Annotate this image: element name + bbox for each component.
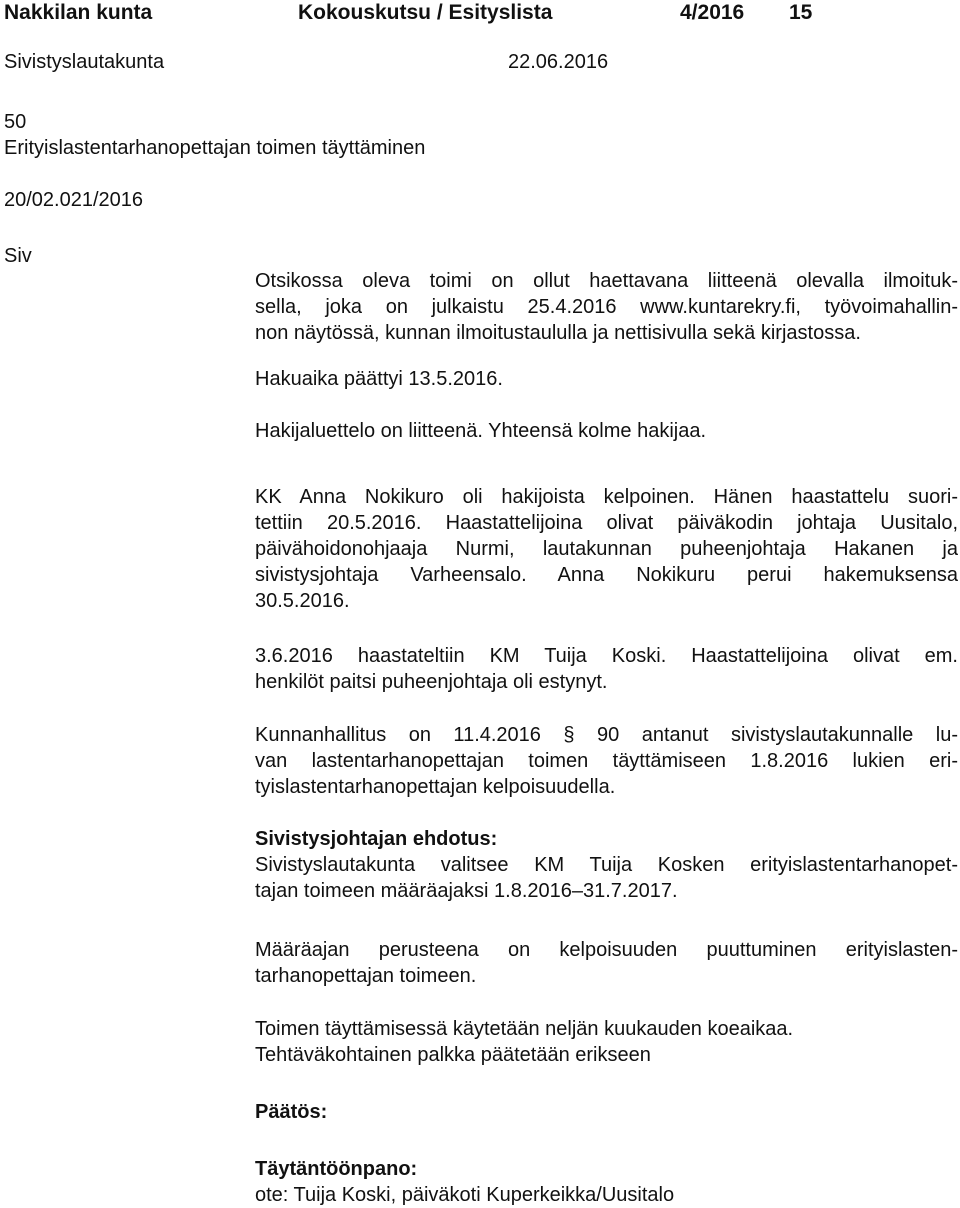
paragraph-interview-2 xyxy=(255,643,958,695)
proposal-heading: Sivistysjohtajan ehdotus: xyxy=(255,828,498,850)
text-line: sivistysjohtaja Varheensalo. Anna Nokikuru perui hakemuksensa xyxy=(255,564,958,586)
text-line: Kunnanhallitus on 11.4.2016 § 90 antanut sivistyslautakunnalle lu- xyxy=(255,724,958,746)
paragraph-fixed-term-basis xyxy=(255,937,958,989)
paragraph-announcement xyxy=(255,268,958,346)
committee-name: Sivistyslautakunta xyxy=(4,51,165,73)
text-line: van lastentarhanopettajan toimen täyttämiseen 1.8.2016 lukien eri- xyxy=(255,750,958,772)
document-type: Kokouskutsu / Esityslista xyxy=(298,1,553,24)
section-code: Siv xyxy=(4,245,32,267)
item-number: 50 xyxy=(4,111,27,133)
text-line: Hakijaluettelo on liitteenä. Yhteensä kolme hakijaa. xyxy=(255,420,707,442)
paragraph-deadline xyxy=(255,366,958,392)
text-line: tarhanopettajan toimeen. xyxy=(255,965,477,987)
decision-section xyxy=(255,1099,958,1125)
text-line: päivähoidonohjaaja Nurmi, lautakunnan puheenjohtaja Hakanen ja xyxy=(255,538,958,560)
issue-number: 4/2016 xyxy=(680,1,745,24)
text-line: tajan toimeen määräajaksi 1.8.2016–31.7.2017. xyxy=(255,880,678,902)
paragraph-interview-1 xyxy=(255,484,958,614)
text-line: Määräajan perusteena on kelpoisuuden puuttuminen erityislasten- xyxy=(255,939,958,961)
text-line: KK Anna Nokikuro oli hakijoista kelpoinen. Hänen haastattelu suori- xyxy=(255,486,958,508)
proposal-section xyxy=(255,826,958,904)
text-line: sella, joka on julkaistu 25.4.2016 www.kuntarekry.fi, työvoimahallin- xyxy=(255,296,958,318)
text-line: Otsikossa oleva toimi on ollut haettavana liitteenä olevalla ilmoituk- xyxy=(255,270,958,292)
paragraph-probation xyxy=(255,1016,958,1068)
reference-number: 20/02.021/2016 xyxy=(4,189,144,211)
text-line: tettiin 20.5.2016. Haastattelijoina olivat päiväkodin johtaja Uusitalo, xyxy=(255,512,958,534)
item-title: Erityislastentarhanopettajan toimen täyttäminen xyxy=(4,137,426,159)
text-line: 3.6.2016 haastateltiin KM Tuija Koski. Haastattelijoina olivat em. xyxy=(255,645,958,667)
text-line: non näytössä, kunnan ilmoitustaululla ja nettisivulla sekä kirjastossa. xyxy=(255,322,861,344)
execution-heading: Täytäntöönpano: xyxy=(255,1158,418,1180)
municipality-name: Nakkilan kunta xyxy=(4,1,153,24)
text-line: Toimen täyttämisessä käytetään neljän kuukauden koeaikaa. xyxy=(255,1018,794,1040)
meeting-date: 22.06.2016 xyxy=(508,51,609,73)
text-line: tyislastentarhanopettajan kelpoisuudella. xyxy=(255,776,616,798)
text-line: Hakuaika päättyi 13.5.2016. xyxy=(255,368,503,390)
text-line: Sivistyslautakunta valitsee KM Tuija Kosken erityislastentarhanopet- xyxy=(255,854,958,876)
text-line: henkilöt paitsi puheenjohtaja oli estynyt. xyxy=(255,671,608,693)
paragraph-applicants xyxy=(255,418,958,444)
text-line: 30.5.2016. xyxy=(255,590,350,612)
decision-heading: Päätös: xyxy=(255,1101,328,1123)
paragraph-council-permit xyxy=(255,722,958,800)
execution-section xyxy=(255,1156,958,1208)
text-line: Tehtäväkohtainen palkka päätetään erikseen xyxy=(255,1044,651,1066)
page-number: 15 xyxy=(789,1,813,24)
execution-text: ote: Tuija Koski, päiväkoti Kuperkeikka/Uusitalo xyxy=(255,1184,675,1206)
